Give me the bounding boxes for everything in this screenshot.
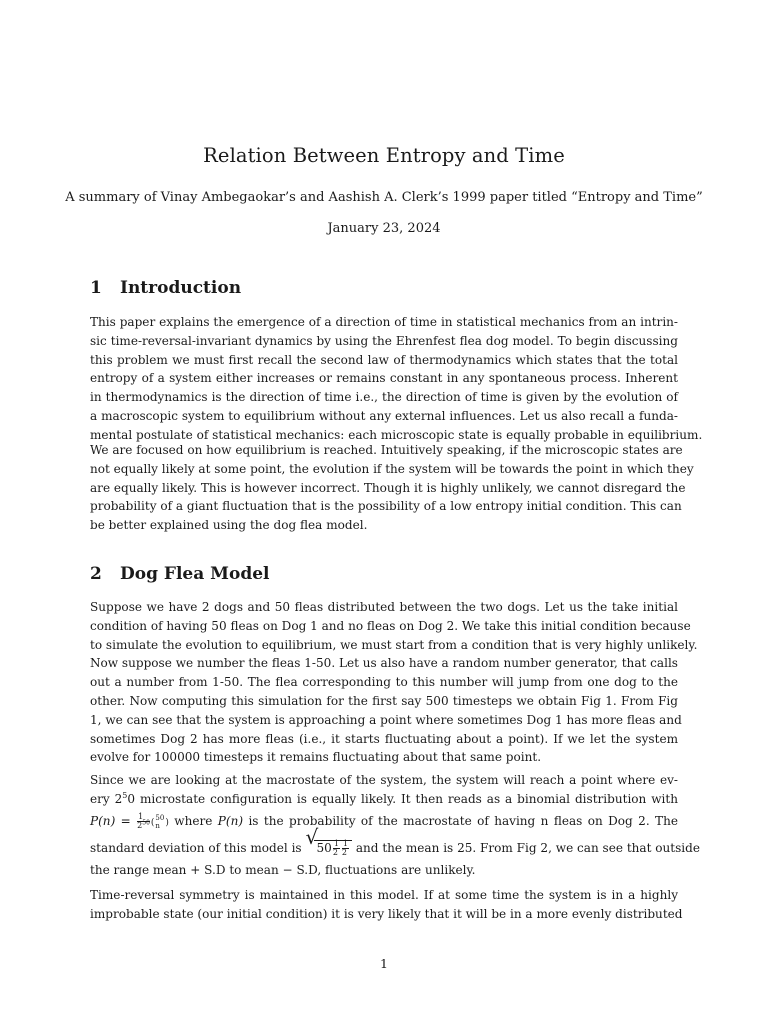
fraction-numerator: 1 — [137, 813, 150, 822]
introduction-paragraph-1 — [90, 313, 703, 445]
text-line: mental postulate of statistical mechanics: each microscopic state is equally probable in equilibrium. — [90, 427, 703, 442]
fraction — [342, 840, 349, 857]
dog-flea-paragraph-2 — [90, 771, 700, 879]
fraction-numerator: 1 — [342, 838, 348, 848]
dog-flea-paragraph-3 — [90, 886, 683, 924]
math-expression: P(n) = — [90, 813, 131, 828]
text-line: sic time-reversal-invariant dynamics by using the Ehrenfest flea dog model. To begin discussing — [90, 333, 678, 348]
square-root — [305, 824, 352, 861]
text-line — [90, 790, 678, 809]
section-title: Introduction — [120, 278, 242, 298]
text-line: entropy of a system either increases or remains constant in any spontaneous process. Inherent — [90, 371, 678, 386]
text-line: evolve for 100000 timesteps it remains fluctuating about that same point. — [90, 750, 542, 765]
dog-flea-paragraph-1 — [90, 598, 698, 767]
text-fragment: standard deviation of this model is — [90, 840, 302, 855]
text-fragment: where — [174, 813, 213, 828]
text-line: improbable state (our initial condition) it is very likely that it will be in a more evenly distributed — [90, 906, 683, 921]
binomial-stack — [155, 814, 164, 830]
section-title: Dog Flea Model — [120, 564, 270, 584]
denominator-exponent: 50 — [142, 818, 150, 826]
text-fragment: and the mean is 25. From Fig 2, we can see that outside — [355, 840, 700, 855]
text-line: are equally likely. This is however incorrect. Though it is highly unlikely, we cannot disregard the — [90, 480, 686, 495]
section-heading-dog-flea-model — [90, 562, 269, 586]
section-number: 2 — [90, 564, 102, 584]
text-line-sqrt — [90, 824, 700, 861]
fraction-denominator: 2 — [341, 847, 347, 857]
text-line-formula — [90, 809, 678, 835]
paper-date: January 23, 2024 — [327, 221, 441, 236]
text-line: this problem we must first recall the second law of thermodynamics which states that the total — [90, 352, 678, 367]
binomial-coefficient: ( 50 n ) — [150, 814, 169, 831]
paper-title: Relation Between Entropy and Time — [203, 144, 565, 167]
text-line: in thermodynamics is the direction of time i.e., the direction of time is given by the evolution of — [90, 390, 678, 405]
superscript: 5 — [122, 790, 128, 800]
text-line: probability of a giant fluctuation that is the possibility of a low entropy initial condition. This can — [90, 499, 682, 514]
radicand — [314, 840, 352, 855]
fraction-denominator: 2 — [332, 847, 338, 857]
denominator-base: 2 — [137, 820, 143, 830]
page-number: 1 — [380, 956, 388, 971]
text-line: Now suppose we number the fleas 1-50. Let us also have a random number generator, that calls — [90, 656, 678, 671]
section-heading-introduction — [90, 276, 241, 300]
text-line: the range mean + S.D to mean − S.D, fluctuations are unlikely. — [90, 862, 476, 877]
text-line: not equally likely at some point, the evolution if the system will be towards the point in which they — [90, 461, 694, 476]
radicand-base: 50 — [316, 840, 332, 855]
text-line: This paper explains the emergence of a direction of time in statistical mechanics from an intrin- — [90, 315, 678, 329]
text-line: We are focused on how equilibrium is reached. Intuitively speaking, if the microscopic states are — [90, 443, 683, 457]
text-line: other. Now computing this simulation for the first say 500 timesteps we obtain Fig 1. From Fig — [90, 693, 678, 708]
text-fragment: is the probability of the macrostate of having n fleas on Dog 2. The — [248, 813, 678, 828]
introduction-paragraph-2 — [90, 441, 694, 535]
fraction-denominator — [137, 818, 150, 830]
binomial-bottom: n — [155, 822, 160, 831]
fraction — [333, 840, 340, 857]
text-line: sometimes Dog 2 has more fleas (i.e., it starts fluctuating about a point). If we let the system — [90, 731, 678, 746]
text-line: be better explained using the dog flea model. — [90, 518, 368, 533]
text-line: out a number from 1-50. The flea corresponding to this number will jump from one dog to the — [90, 675, 678, 690]
binomial-top: 50 — [155, 814, 165, 823]
paper-subtitle: A summary of Vinay Ambegaokar’s and Aashish A. Clerk’s 1999 paper titled “Entropy and Time” — [65, 190, 703, 205]
section-number: 1 — [90, 278, 102, 298]
text-line: 1, we can see that the system is approaching a point where sometimes Dog 1 has more fleas and — [90, 712, 682, 727]
text-fragment: 0 microstate configuration is equally likely. It then reads as a binomial distribution with — [127, 791, 678, 806]
text-line: Suppose we have 2 dogs and 50 fleas distributed between the two dogs. Let us the take initial — [90, 600, 678, 614]
text-line: a macroscopic system to equilibrium without any external influences. Let us also recall a funda- — [90, 408, 678, 423]
text-line: condition of having 50 fleas on Dog 1 and no fleas on Dog 2. We take this initial condition because — [90, 618, 691, 633]
radical-sign: √ — [305, 824, 319, 849]
math-expression: P(n) — [217, 813, 244, 828]
text-fragment: ery 2 — [90, 791, 123, 806]
fraction-numerator: 1 — [333, 838, 339, 848]
text-line: Time-reversal symmetry is maintained in this model. If at some time the system is in a highly — [90, 888, 678, 902]
text-line: to simulate the evolution to equilibrium, we must start from a condition that is very highly unlikely. — [90, 637, 698, 652]
text-line: Since we are looking at the macrostate of the system, the system will reach a point where ev- — [90, 773, 678, 787]
fraction — [137, 813, 150, 830]
